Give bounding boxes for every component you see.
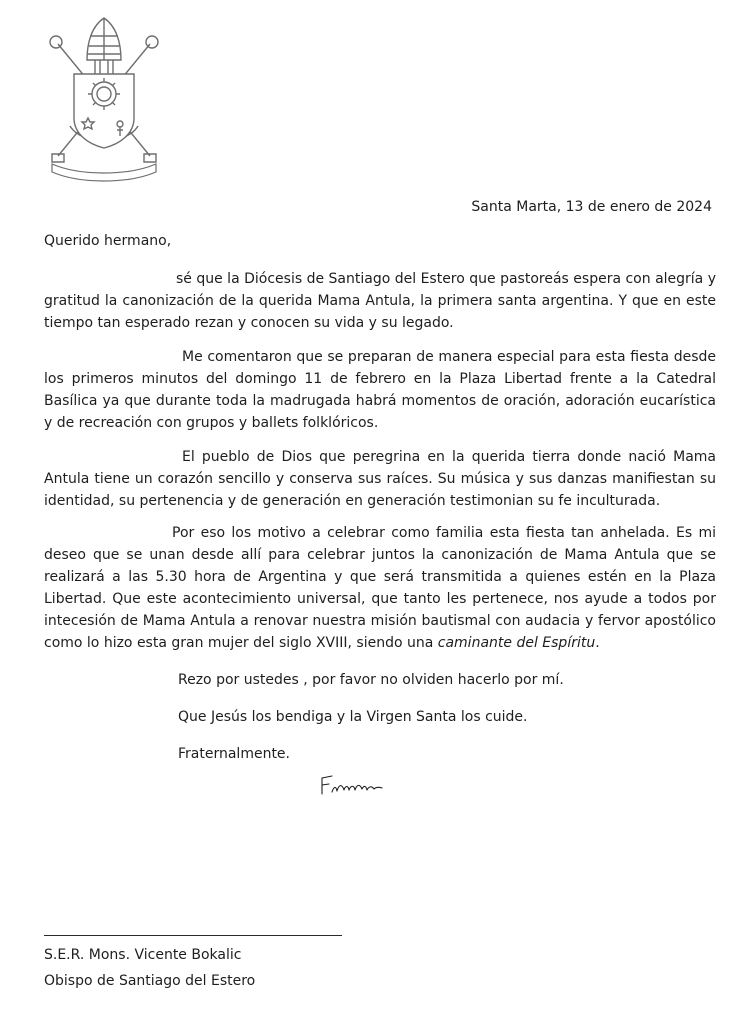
body-paragraph-3: El pueblo de Dios que peregrina en la querida tierra donde nació Mama Antula tiene un corazón sencillo y conserva sus raíces. Su música y sus danzas manifiestan su identidad, su pertenencia y de generación en generación testimonian su fe inculturada. [44, 449, 716, 509]
handwritten-signature [318, 770, 388, 798]
recipient-name: S.E.R. Mons. Vicente Bokalic [44, 947, 242, 963]
closing-line-blessing: Que Jesús los bendiga y la Virgen Santa los cuide. [178, 709, 528, 725]
recipient-title: Obispo de Santiago del Estero [44, 973, 256, 989]
salutation: Querido hermano, [44, 233, 172, 249]
body-paragraph-1: sé que la Diócesis de Santiago del Estero que pastoreás espera con alegría y gratitud la canonización de la querida Mama Antula, la primera santa argentina. Y que en este tiempo tan esperado rezan y conocen su vida y su legado. [44, 271, 716, 331]
closing-line-fraternally: Fraternalmente. [178, 746, 290, 762]
body-paragraph-4-text: Por eso los motivo a celebrar como familia esta fiesta tan anhelada. Es mi deseo que se unan desde allí para celebrar juntos la canonización de Mama Antula que se realizará a las 5.30 hora de Argentina y que será transmitida a quienes estén en la Plaza Libertad. Que este acontecimiento universal, que tanto les pertenece, nos ayude a todos por intecesión de Mama Antula a renovar nuestra misión bautismal con audacia y fervor apostólico como lo hizo esta gran mujer del siglo XVIII, siendo una [44, 525, 716, 651]
letter-date: Santa Marta, 13 de enero de 2024 [471, 199, 712, 215]
body-paragraph-4-italic: caminante del Espíritu [437, 635, 596, 651]
closing-line-prayer: Rezo por ustedes , por favor no olviden hacerlo por mí. [178, 672, 564, 688]
body-paragraph-4 [44, 522, 716, 654]
body-paragraph-2: Me comentaron que se preparan de manera especial para esta fiesta desde los primeros minutos del domingo 11 de febrero en la Plaza Libertad frente a la Catedral Basílica ya que durante toda la madrugada habrá momentos de oración, adoración eucarística y de recreación con grupos y ballets folklóricos. [44, 349, 716, 431]
papal-coat-of-arms [40, 14, 168, 186]
recipient-divider [44, 935, 342, 936]
body-paragraph-4-end: . [595, 635, 600, 651]
